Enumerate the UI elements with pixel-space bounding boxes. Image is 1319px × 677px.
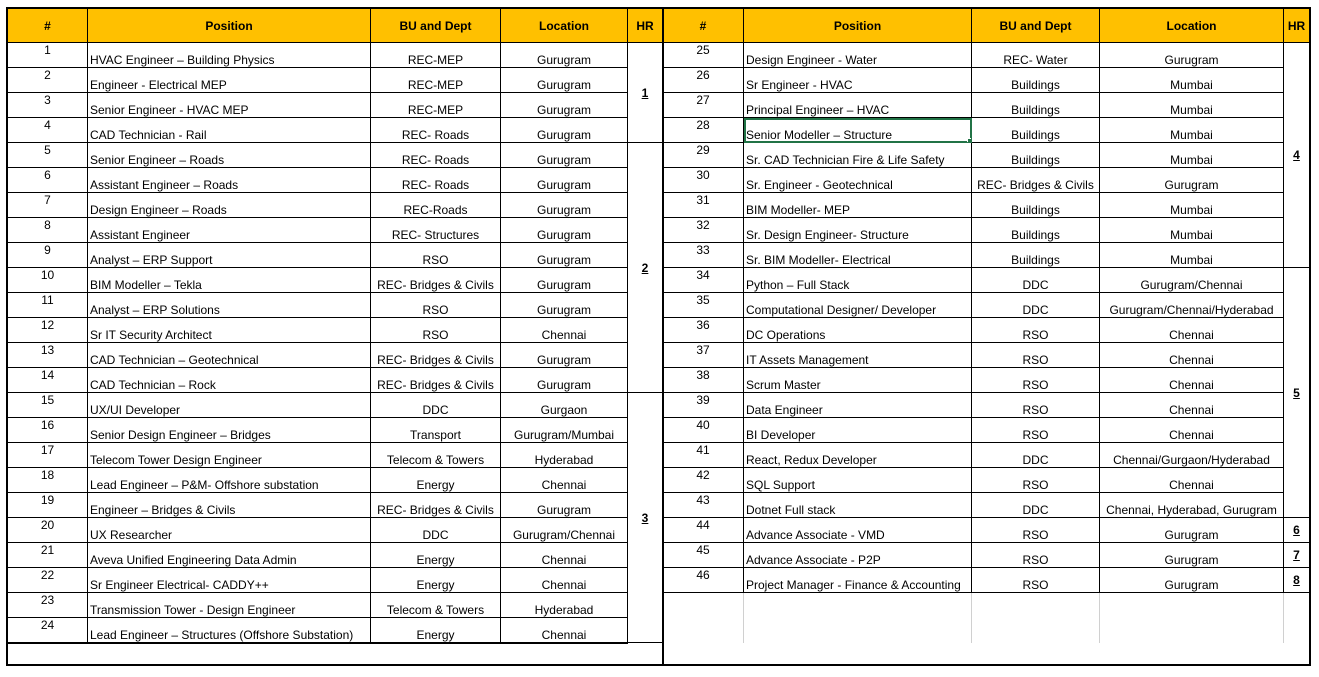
location-cell[interactable]: Chennai <box>501 468 628 493</box>
position-cell[interactable]: Design Engineer – Roads <box>88 193 371 218</box>
location-cell[interactable]: Gurugram <box>501 168 628 193</box>
hr-group-cell[interactable]: 6 <box>1284 518 1310 543</box>
location-cell[interactable]: Gurugram <box>1100 568 1284 593</box>
location-cell[interactable]: Gurugram/Chennai <box>501 518 628 543</box>
position-cell[interactable]: Telecom Tower Design Engineer <box>88 443 371 468</box>
position-cell[interactable]: CAD Technician - Rail <box>88 118 371 143</box>
bu-cell[interactable]: RSO <box>972 343 1100 368</box>
position-cell[interactable]: SQL Support <box>744 468 972 493</box>
header-location-right[interactable]: Location <box>1100 9 1284 43</box>
position-cell[interactable]: Sr. Engineer - Geotechnical <box>744 168 972 193</box>
row-number[interactable]: 19 <box>8 493 88 518</box>
location-cell[interactable]: Mumbai <box>1100 218 1284 243</box>
location-cell[interactable]: Mumbai <box>1100 193 1284 218</box>
position-cell[interactable]: Scrum Master <box>744 368 972 393</box>
location-cell[interactable]: Mumbai <box>1100 68 1284 93</box>
position-cell[interactable]: Assistant Engineer <box>88 218 371 243</box>
selected-cell[interactable]: Senior Modeller – Structure <box>744 118 972 143</box>
location-cell[interactable]: Gurugram <box>501 343 628 368</box>
position-cell[interactable]: Advance Associate - P2P <box>744 543 972 568</box>
bu-cell[interactable]: Energy <box>371 618 501 643</box>
position-cell[interactable]: DC Operations <box>744 318 972 343</box>
location-cell[interactable]: Mumbai <box>1100 118 1284 143</box>
bu-cell[interactable]: RSO <box>972 418 1100 443</box>
position-cell[interactable]: BIM Modeller – Tekla <box>88 268 371 293</box>
position-cell[interactable]: Engineer – Bridges & Civils <box>88 493 371 518</box>
bu-cell[interactable]: DDC <box>371 393 501 418</box>
row-number[interactable]: 8 <box>8 218 88 243</box>
table-row <box>8 43 1310 68</box>
bu-cell[interactable]: Energy <box>371 543 501 568</box>
header-position-left[interactable]: Position <box>88 9 371 43</box>
row-number[interactable]: 21 <box>8 543 88 568</box>
location-cell[interactable]: Mumbai <box>1100 243 1284 268</box>
bu-cell[interactable]: REC- Bridges & Civils <box>972 168 1100 193</box>
position-cell[interactable]: Data Engineer <box>744 393 972 418</box>
position-cell[interactable]: BI Developer <box>744 418 972 443</box>
row-number[interactable]: 15 <box>8 393 88 418</box>
row-number[interactable]: 37 <box>663 343 744 368</box>
location-cell[interactable]: Chennai <box>501 543 628 568</box>
row-number[interactable]: 17 <box>8 443 88 468</box>
position-cell[interactable]: Dotnet Full stack <box>744 493 972 518</box>
position-cell[interactable]: Senior Design Engineer – Bridges <box>88 418 371 443</box>
empty-cell[interactable] <box>1100 618 1284 643</box>
position-cell[interactable]: Aveva Unified Engineering Data Admin <box>88 543 371 568</box>
position-cell[interactable]: UX Researcher <box>88 518 371 543</box>
position-cell[interactable]: Sr. BIM Modeller- Electrical <box>744 243 972 268</box>
row-number[interactable]: 6 <box>8 168 88 193</box>
bu-cell[interactable]: REC-MEP <box>371 43 501 68</box>
location-cell[interactable]: Gurugram <box>1100 518 1284 543</box>
row-number[interactable]: 29 <box>663 143 744 168</box>
bu-cell[interactable]: REC-Roads <box>371 193 501 218</box>
bu-cell[interactable]: Buildings <box>972 143 1100 168</box>
bu-cell[interactable]: REC- Structures <box>371 218 501 243</box>
bu-cell[interactable]: Telecom & Towers <box>371 443 501 468</box>
header-hr-right[interactable]: HR <box>1284 9 1310 43</box>
row-number[interactable]: 36 <box>663 318 744 343</box>
location-cell[interactable]: Chennai, Hyderabad, Gurugram <box>1100 493 1284 518</box>
row-number[interactable]: 3 <box>8 93 88 118</box>
location-cell[interactable]: Chennai <box>1100 318 1284 343</box>
row-number[interactable]: 41 <box>663 443 744 468</box>
row-number[interactable]: 2 <box>8 68 88 93</box>
row-number[interactable]: 28 <box>663 118 744 143</box>
header-bu-right[interactable]: BU and Dept <box>972 9 1100 43</box>
header-hr-left[interactable]: HR <box>628 9 663 43</box>
position-cell[interactable]: HVAC Engineer – Building Physics <box>88 43 371 68</box>
bu-cell[interactable]: DDC <box>371 518 501 543</box>
row-number[interactable]: 35 <box>663 293 744 318</box>
bu-cell[interactable]: Buildings <box>972 218 1100 243</box>
position-cell[interactable]: Senior Engineer - HVAC MEP <box>88 93 371 118</box>
header-num-left[interactable]: # <box>8 9 88 43</box>
position-cell[interactable]: React, Redux Developer <box>744 443 972 468</box>
location-cell[interactable]: Chennai <box>1100 393 1284 418</box>
header-num-right[interactable]: # <box>663 9 744 43</box>
header-location-left[interactable]: Location <box>501 9 628 43</box>
position-cell[interactable]: Advance Associate - VMD <box>744 518 972 543</box>
row-number[interactable]: 44 <box>663 518 744 543</box>
location-cell[interactable]: Gurugram <box>501 43 628 68</box>
position-cell[interactable]: Analyst – ERP Solutions <box>88 293 371 318</box>
job-openings-table <box>7 8 1310 644</box>
row-number[interactable]: 20 <box>8 518 88 543</box>
position-cell[interactable]: Project Manager - Finance & Accounting <box>744 568 972 593</box>
location-cell[interactable]: Mumbai <box>1100 143 1284 168</box>
row-number[interactable]: 1 <box>8 43 88 68</box>
row-number[interactable]: 9 <box>8 243 88 268</box>
empty-cell[interactable] <box>1100 593 1284 618</box>
position-cell[interactable]: Sr Engineer Electrical- CADDY++ <box>88 568 371 593</box>
location-cell[interactable]: Chennai <box>501 618 628 643</box>
row-number[interactable]: 10 <box>8 268 88 293</box>
row-number[interactable]: 14 <box>8 368 88 393</box>
bu-cell[interactable]: Energy <box>371 568 501 593</box>
row-number[interactable]: 33 <box>663 243 744 268</box>
row-number[interactable]: 39 <box>663 393 744 418</box>
bu-cell[interactable]: REC- Water <box>972 43 1100 68</box>
row-number[interactable]: 46 <box>663 568 744 593</box>
row-number[interactable]: 42 <box>663 468 744 493</box>
bu-cell[interactable]: REC- Bridges & Civils <box>371 493 501 518</box>
hr-group-cell[interactable]: 1 <box>628 43 663 143</box>
position-cell[interactable]: Lead Engineer – P&M- Offshore substation <box>88 468 371 493</box>
bu-cell[interactable]: Buildings <box>972 118 1100 143</box>
bu-cell[interactable]: RSO <box>972 543 1100 568</box>
row-number[interactable]: 16 <box>8 418 88 443</box>
row-number[interactable]: 27 <box>663 93 744 118</box>
bu-cell[interactable]: REC-MEP <box>371 93 501 118</box>
empty-cell[interactable] <box>744 593 972 618</box>
empty-cell[interactable] <box>972 593 1100 618</box>
bu-cell[interactable]: Buildings <box>972 68 1100 93</box>
row-number[interactable]: 18 <box>8 468 88 493</box>
position-cell[interactable]: Principal Engineer – HVAC <box>744 93 972 118</box>
position-cell[interactable]: Design Engineer - Water <box>744 43 972 68</box>
location-cell[interactable]: Hyderabad <box>501 593 628 618</box>
bu-cell[interactable]: REC- Bridges & Civils <box>371 368 501 393</box>
row-number[interactable]: 30 <box>663 168 744 193</box>
row-number[interactable]: 43 <box>663 493 744 518</box>
row-number[interactable]: 45 <box>663 543 744 568</box>
header-bu-left[interactable]: BU and Dept <box>371 9 501 43</box>
location-cell[interactable]: Gurugram <box>501 268 628 293</box>
location-cell[interactable]: Gurugram/Chennai/Hyderabad <box>1100 293 1284 318</box>
bu-cell[interactable]: RSO <box>972 318 1100 343</box>
bu-cell[interactable]: DDC <box>972 443 1100 468</box>
position-cell[interactable]: Sr. CAD Technician Fire & Life Safety <box>744 143 972 168</box>
row-number[interactable]: 22 <box>8 568 88 593</box>
location-cell[interactable]: Gurugram <box>501 243 628 268</box>
row-number[interactable]: 12 <box>8 318 88 343</box>
position-cell[interactable]: Sr Engineer - HVAC <box>744 68 972 93</box>
empty-cell[interactable] <box>1284 618 1310 643</box>
location-cell[interactable]: Chennai/Gurgaon/Hyderabad <box>1100 443 1284 468</box>
position-cell[interactable]: UX/UI Developer <box>88 393 371 418</box>
position-cell[interactable]: Analyst – ERP Support <box>88 243 371 268</box>
position-cell[interactable]: BIM Modeller- MEP <box>744 193 972 218</box>
location-cell[interactable]: Chennai <box>501 318 628 343</box>
bu-cell[interactable]: Buildings <box>972 93 1100 118</box>
location-cell[interactable]: Gurugram/Chennai <box>1100 268 1284 293</box>
location-cell[interactable]: Chennai <box>1100 468 1284 493</box>
location-cell[interactable]: Chennai <box>1100 418 1284 443</box>
position-cell[interactable]: Assistant Engineer – Roads <box>88 168 371 193</box>
empty-cell[interactable] <box>1284 593 1310 618</box>
location-cell[interactable]: Gurugram <box>501 368 628 393</box>
location-cell[interactable]: Gurugram <box>501 118 628 143</box>
row-number[interactable]: 38 <box>663 368 744 393</box>
empty-cell[interactable] <box>972 618 1100 643</box>
location-cell[interactable]: Gurugram <box>501 68 628 93</box>
row-number[interactable]: 40 <box>663 418 744 443</box>
bu-cell[interactable]: RSO <box>371 318 501 343</box>
row-number[interactable]: 34 <box>663 268 744 293</box>
location-cell[interactable]: Mumbai <box>1100 93 1284 118</box>
position-cell[interactable]: Engineer - Electrical MEP <box>88 68 371 93</box>
position-cell[interactable]: Sr. Design Engineer- Structure <box>744 218 972 243</box>
table-row <box>8 393 1310 418</box>
row-number[interactable]: 13 <box>8 343 88 368</box>
row-number[interactable]: 11 <box>8 293 88 318</box>
bu-cell[interactable]: REC- Roads <box>371 168 501 193</box>
bu-cell[interactable]: DDC <box>972 268 1100 293</box>
empty-cell[interactable] <box>744 618 972 643</box>
empty-cell[interactable] <box>663 593 744 618</box>
bu-cell[interactable]: REC- Bridges & Civils <box>371 268 501 293</box>
header-row <box>8 9 1310 43</box>
bu-cell[interactable]: RSO <box>972 393 1100 418</box>
bu-cell[interactable]: REC- Bridges & Civils <box>371 343 501 368</box>
location-cell[interactable]: Gurugram <box>501 293 628 318</box>
hr-group-cell[interactable]: 4 <box>1284 43 1310 268</box>
location-cell[interactable]: Chennai <box>1100 343 1284 368</box>
hr-group-cell[interactable]: 8 <box>1284 568 1310 593</box>
position-cell[interactable]: Lead Engineer – Structures (Offshore Substation) <box>88 618 371 643</box>
location-cell[interactable]: Gurugram <box>1100 43 1284 68</box>
bu-cell[interactable]: Telecom & Towers <box>371 593 501 618</box>
position-cell[interactable]: CAD Technician – Rock <box>88 368 371 393</box>
bu-cell[interactable]: RSO <box>972 568 1100 593</box>
row-number[interactable]: 31 <box>663 193 744 218</box>
location-cell[interactable]: Hyderabad <box>501 443 628 468</box>
bu-cell[interactable]: Energy <box>371 468 501 493</box>
bu-cell[interactable]: RSO <box>972 518 1100 543</box>
row-number[interactable]: 7 <box>8 193 88 218</box>
location-cell[interactable]: Gurugram <box>501 218 628 243</box>
table-row <box>8 143 1310 168</box>
location-cell[interactable]: Chennai <box>1100 368 1284 393</box>
hr-group-cell[interactable]: 5 <box>1284 268 1310 518</box>
position-cell[interactable]: Sr IT Security Architect <box>88 318 371 343</box>
bu-cell[interactable]: DDC <box>972 293 1100 318</box>
row-number[interactable]: 25 <box>663 43 744 68</box>
hr-group-cell[interactable]: 7 <box>1284 543 1310 568</box>
position-cell[interactable]: Computational Designer/ Developer <box>744 293 972 318</box>
location-cell[interactable]: Gurugram <box>501 143 628 168</box>
bu-cell[interactable]: REC- Roads <box>371 143 501 168</box>
bu-cell[interactable]: REC-MEP <box>371 68 501 93</box>
position-cell[interactable]: CAD Technician – Geotechnical <box>88 343 371 368</box>
bu-cell[interactable]: RSO <box>972 368 1100 393</box>
location-cell[interactable]: Gurugram <box>1100 543 1284 568</box>
position-cell[interactable]: IT Assets Management <box>744 343 972 368</box>
position-cell[interactable]: Transmission Tower - Design Engineer <box>88 593 371 618</box>
location-cell[interactable]: Gurugram <box>501 93 628 118</box>
bu-cell[interactable]: REC- Roads <box>371 118 501 143</box>
fill-handle[interactable] <box>967 138 972 143</box>
location-cell[interactable]: Gurugram <box>501 493 628 518</box>
location-cell[interactable]: Chennai <box>501 568 628 593</box>
hr-group-cell[interactable]: 3 <box>628 393 663 643</box>
empty-cell[interactable] <box>663 618 744 643</box>
location-cell[interactable]: Gurugram <box>1100 168 1284 193</box>
bu-cell[interactable]: RSO <box>371 243 501 268</box>
position-cell[interactable]: Senior Engineer – Roads <box>88 143 371 168</box>
bu-cell[interactable]: RSO <box>371 293 501 318</box>
row-number[interactable]: 26 <box>663 68 744 93</box>
location-cell[interactable]: Gurugram <box>501 193 628 218</box>
row-number[interactable]: 24 <box>8 618 88 643</box>
row-number[interactable]: 5 <box>8 143 88 168</box>
bu-cell[interactable]: Transport <box>371 418 501 443</box>
bu-cell[interactable]: Buildings <box>972 243 1100 268</box>
position-cell[interactable]: Python – Full Stack <box>744 268 972 293</box>
bu-cell[interactable]: DDC <box>972 493 1100 518</box>
row-number[interactable]: 23 <box>8 593 88 618</box>
bu-cell[interactable]: RSO <box>972 468 1100 493</box>
bu-cell[interactable]: Buildings <box>972 193 1100 218</box>
header-position-right[interactable]: Position <box>744 9 972 43</box>
row-number[interactable]: 4 <box>8 118 88 143</box>
location-cell[interactable]: Gurgaon <box>501 393 628 418</box>
location-cell[interactable]: Gurugram/Mumbai <box>501 418 628 443</box>
hr-group-cell[interactable]: 2 <box>628 143 663 393</box>
row-number[interactable]: 32 <box>663 218 744 243</box>
